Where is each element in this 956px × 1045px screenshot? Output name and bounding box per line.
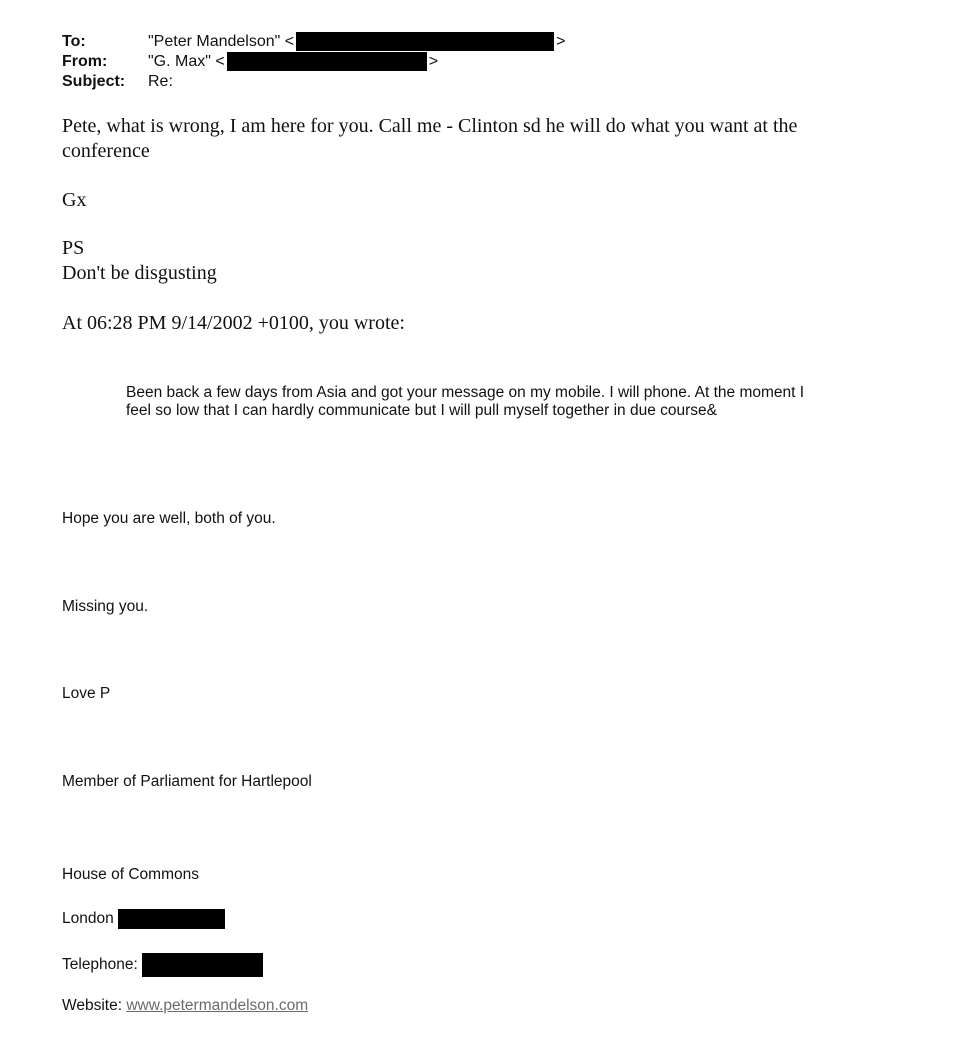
redaction-bar [142,953,263,977]
quote-attribution: At 06:28 PM 9/14/2002 +0100, you wrote: [62,312,405,334]
ps-label: PS [62,237,85,259]
from-value [148,52,438,72]
redaction-bar [227,52,427,71]
from-label: From: [62,53,108,70]
ps-text: Don't be disgusting [62,262,217,284]
telephone-label: Telephone: [62,956,138,974]
from-suffix: > [428,53,439,70]
website-label: Website: [62,997,123,1014]
to-name: "Peter Mandelson" < [148,33,295,50]
subject-value: Re: [148,73,173,90]
signature-telephone [62,953,263,977]
reply-line-1: Pete, what is wrong, I am here for you. Call me - Clinton sd he will do what you want at the [62,115,798,137]
subject-label: Subject: [62,73,126,90]
quoted-hope: Hope you are well, both of you. [62,510,276,527]
redaction-bar [296,32,554,51]
quoted-love: Love P [62,685,111,702]
reply-line-2: conference [62,140,150,162]
to-suffix: > [556,33,566,50]
signature-member: Member of Parliament for Hartlepool [62,773,312,790]
quoted-body: Been back a few days from Asia and got your message on my mobile. I will phone. At the moment I feel so low that I can hardly communicate but I will pull myself together in due course& [126,384,805,419]
signature-website [62,996,308,1016]
signature-house: House of Commons [62,866,199,883]
london-label: London [62,910,114,928]
website-link[interactable]: www.petermandelson.com [126,997,309,1014]
to-label: To: [62,33,86,50]
from-name: "G. Max" < [148,53,225,70]
reply-signoff: Gx [62,189,87,211]
to-value [148,32,565,52]
quoted-missing: Missing you. [62,598,149,615]
redaction-bar [118,909,225,929]
signature-london [62,909,225,929]
